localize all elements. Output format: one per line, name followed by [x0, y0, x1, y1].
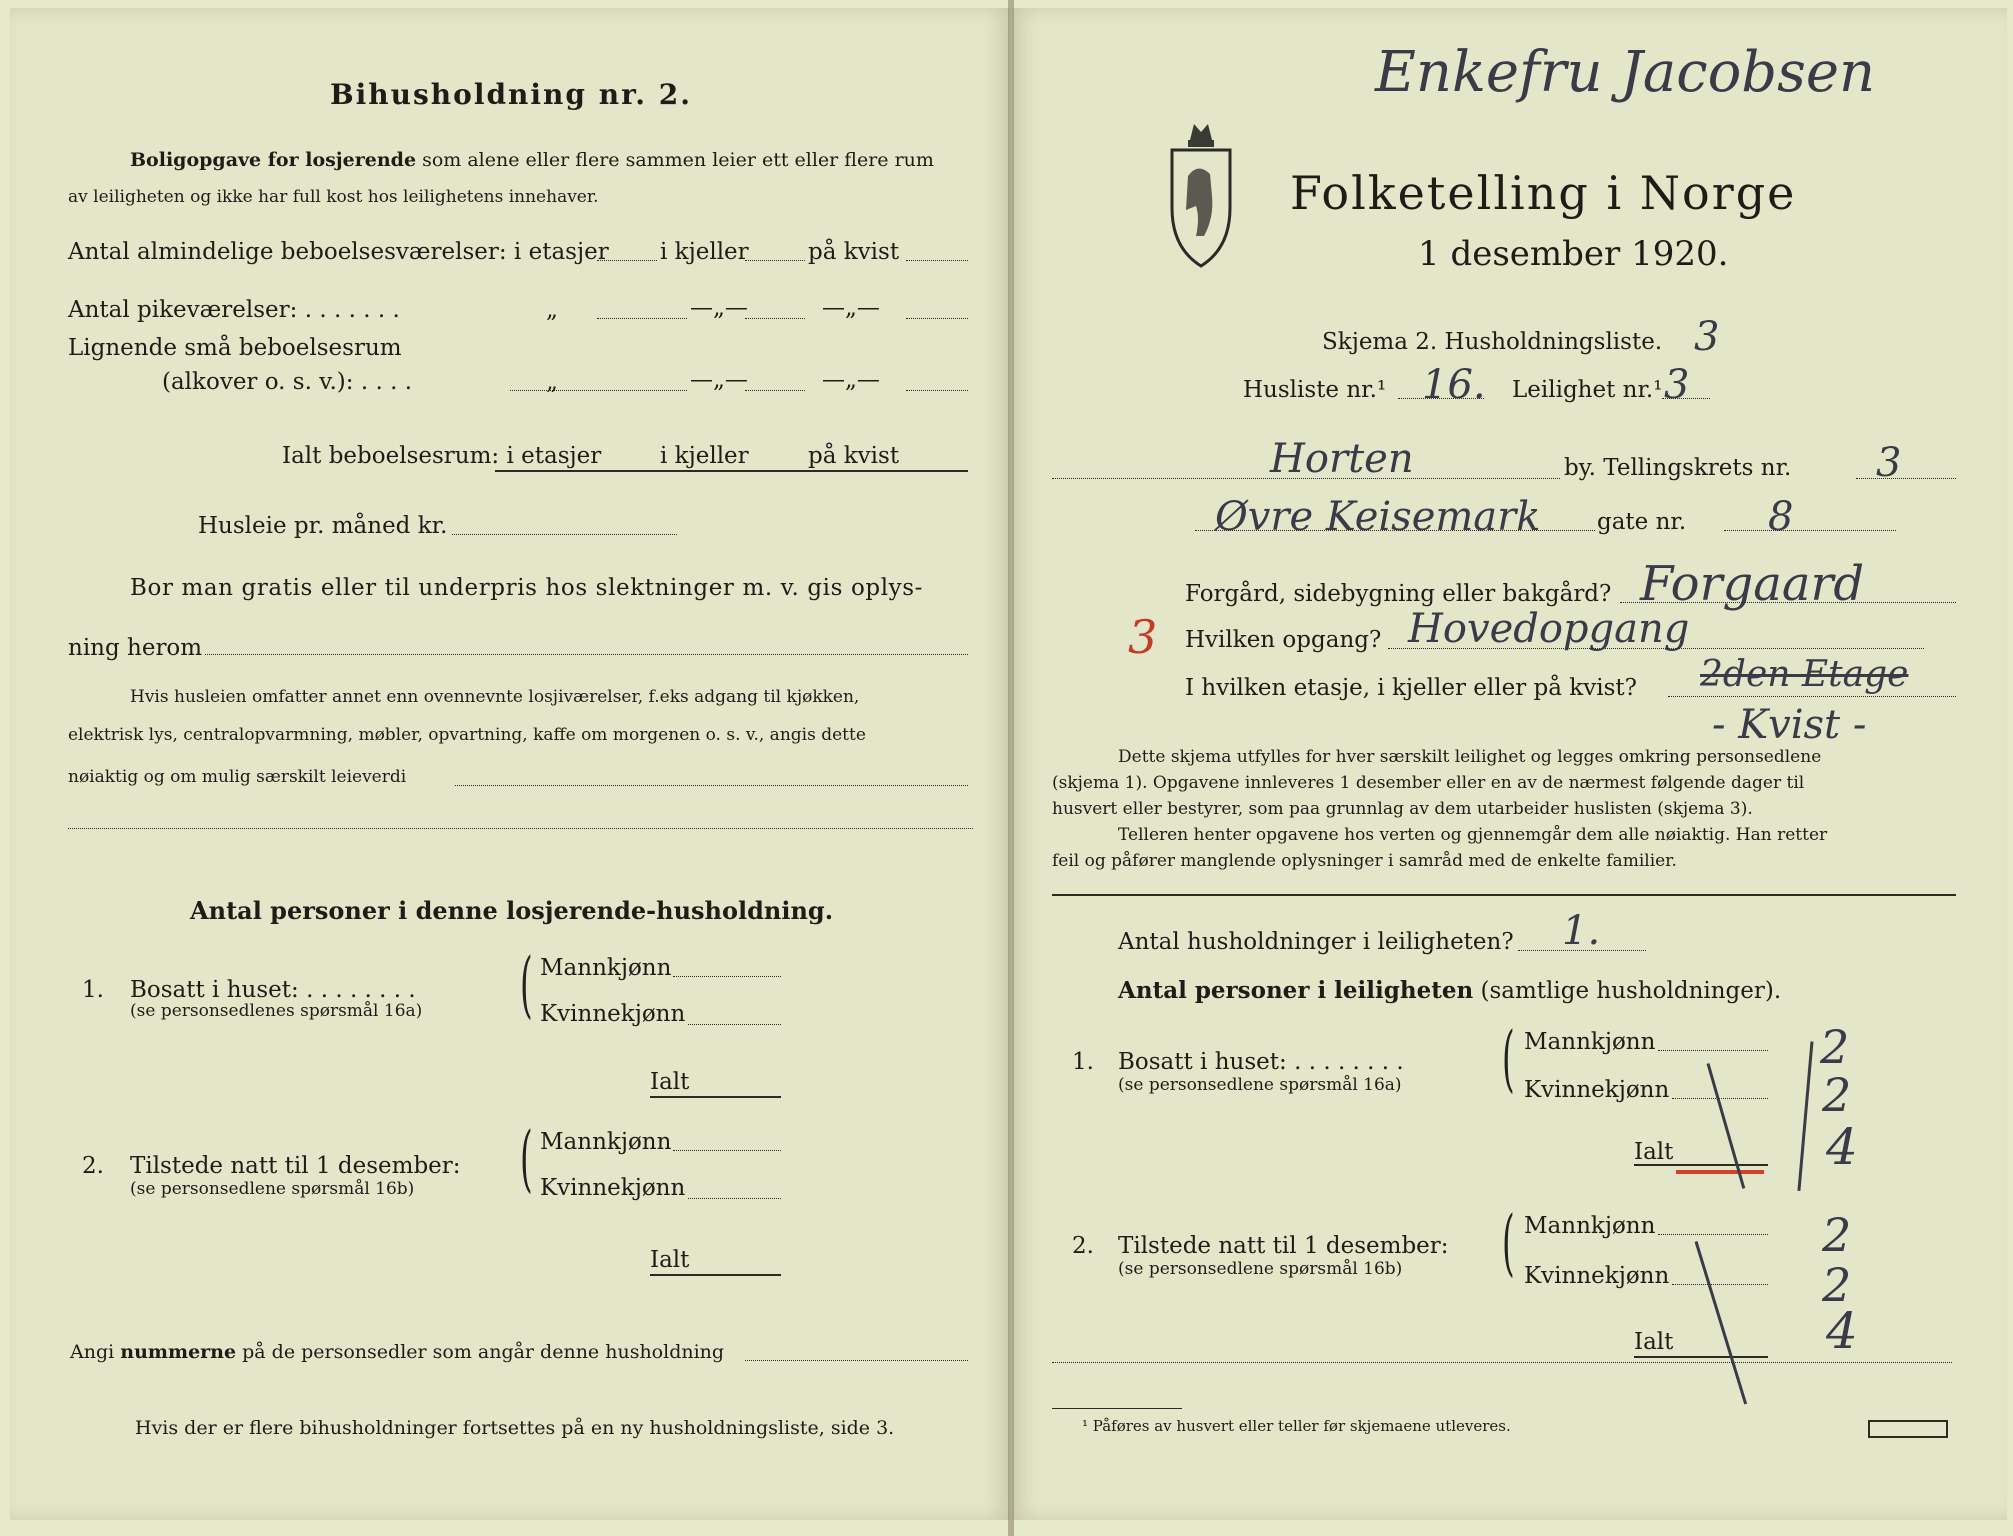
left-q2-number: 2. — [82, 1153, 104, 1179]
gratis-line-1: Bor man gratis eller til underpris hos slektninger m. v. gis oplys- — [130, 575, 924, 601]
pike-ditto-1: „ — [546, 297, 558, 323]
right-q1-number: 1. — [1072, 1049, 1094, 1075]
left-q1-kvinne-label: Kvinnekjønn — [540, 1001, 686, 1027]
gate-value: Øvre Keisemark — [1215, 494, 1541, 540]
rooms-etasjer-field[interactable] — [597, 260, 657, 261]
husleie-field[interactable] — [452, 534, 677, 535]
right-q1-mann-field[interactable] — [1658, 1050, 1768, 1051]
left-footer: Hvis der er flere bihusholdninger fortsettes på en ny husholdningsliste, side 3. — [135, 1417, 895, 1439]
angi-rest: på de personsedler som angår denne husholdning — [242, 1341, 725, 1363]
left-title: Bihusholdning nr. 2. — [330, 78, 692, 111]
by-value: Horten — [1270, 436, 1414, 482]
intro-bold: Boligopgave for losjerende — [130, 149, 417, 171]
handwritten-name: Enkefru Jacobsen — [1375, 40, 1876, 105]
krets-value: 3 — [1876, 440, 1902, 486]
left-q2-label: Tilstede natt til 1 desember: — [130, 1153, 461, 1179]
right-q2-ialt-label: Ialt — [1634, 1329, 1674, 1355]
right-q1-sub: (se personsedlene spørsmål 16a) — [1118, 1075, 1402, 1095]
husliste-field[interactable] — [1398, 398, 1484, 399]
left-q1-sub: (se personsedlenes spørsmål 16a) — [130, 1001, 423, 1021]
right-q1-mann-value: 2 — [1820, 1020, 1850, 1074]
husliste-value: 16. — [1422, 362, 1486, 408]
right-q2-ialt-value: 4 — [1826, 1302, 1858, 1360]
krets-field[interactable] — [1856, 478, 1956, 479]
right-separator — [1052, 894, 1956, 896]
rooms-label: Antal almindelige beboelsesværelser: i etasjer — [68, 239, 609, 265]
right-q1-ialt-label: Ialt — [1634, 1139, 1674, 1165]
skjema-value: 3 — [1694, 314, 1720, 360]
forgard-value: Forgaard — [1640, 556, 1865, 612]
gate-label: gate nr. — [1597, 509, 1687, 535]
etasje-value-struck: 2den Etage — [1700, 654, 1909, 695]
right-q2-kvinne-value: 2 — [1822, 1258, 1852, 1312]
left-q2-kvinne-label: Kvinnekjønn — [540, 1175, 686, 1201]
left-q1-mann-field[interactable] — [673, 976, 781, 977]
ialt-rooms-rule — [495, 470, 968, 472]
forgard-label: Forgård, sidebygning eller bakgård? — [1185, 581, 1612, 607]
etasje-value-2: - Kvist - — [1712, 702, 1867, 748]
leieverdi-field[interactable] — [455, 785, 968, 786]
right-q1-mann-label: Mannkjønn — [1524, 1029, 1656, 1055]
right-q1-kvinne-value: 2 — [1822, 1068, 1852, 1122]
footnote: ¹ Påføres av husvert eller teller før skjemaene utleveres. — [1082, 1417, 1511, 1435]
leieverdi-field-2[interactable] — [68, 828, 973, 829]
forgard-field[interactable] — [1620, 602, 1956, 603]
lignende-kjeller-field[interactable] — [745, 390, 805, 391]
norway-coat-of-arms-icon — [1168, 118, 1234, 270]
etasje-label: I hvilken etasje, i kjeller eller på kvist? — [1185, 675, 1637, 701]
left-q2-kvinne-field[interactable] — [688, 1198, 781, 1199]
gratis-line-2: ning herom — [68, 635, 203, 661]
lignende-ditto-2: —„— — [690, 367, 748, 393]
right-q2-kvinne-label: Kvinnekjønn — [1524, 1263, 1670, 1289]
right-q2-kvinne-field[interactable] — [1672, 1284, 1768, 1285]
right-q1-ialt-value: 4 — [1826, 1118, 1858, 1176]
gate-nr-field[interactable] — [1724, 530, 1896, 531]
pike-label: Antal pikeværelser: . . . . . . . — [68, 297, 400, 323]
angi-bold: nummerne — [120, 1341, 237, 1363]
intro-line-1 — [130, 150, 934, 171]
right-q1-label: Bosatt i huset: . . . . . . . . — [1118, 1049, 1404, 1075]
skjema-label: Skjema 2. Husholdningsliste. — [1322, 329, 1663, 355]
intro-line-2: av leiligheten og ikke har full kost hos leilighetens innehaver. — [68, 187, 599, 207]
leilighet-field[interactable] — [1662, 398, 1710, 399]
leilighet-value: 3 — [1664, 362, 1690, 408]
right-q2-brace: ( — [1502, 1200, 1515, 1284]
left-page — [10, 8, 1010, 1520]
etasje-field[interactable] — [1668, 696, 1956, 697]
angi-line — [70, 1342, 724, 1363]
by-label: by. Tellingskrets nr. — [1564, 455, 1792, 481]
antal-hush-field[interactable] — [1518, 950, 1646, 951]
right-q2-mann-value: 2 — [1822, 1208, 1852, 1262]
angi-field[interactable] — [745, 1360, 968, 1361]
lignende-etasjer-field[interactable] — [510, 390, 687, 391]
footnote-rule — [1052, 1408, 1182, 1409]
opgang-field[interactable] — [1388, 648, 1924, 649]
right-q1-brace: ( — [1502, 1016, 1515, 1100]
by-field[interactable] — [1052, 478, 1560, 479]
right-q2-label: Tilstede natt til 1 desember: — [1118, 1233, 1449, 1259]
antal-hush-label: Antal husholdninger i leiligheten? — [1118, 929, 1514, 955]
pike-ditto-3: —„— — [822, 295, 880, 321]
lignende-ditto-3: —„— — [822, 367, 880, 393]
right-bottom-line — [1052, 1362, 1952, 1363]
left-persons-heading: Antal personer i denne losjerende-husholdning. — [190, 896, 834, 925]
opgang-red-mark: 3 — [1128, 610, 1158, 664]
right-q2-number: 2. — [1072, 1233, 1094, 1259]
lignende-label-2: (alkover o. s. v.): . . . . — [162, 369, 413, 395]
pike-kvist-field[interactable] — [906, 318, 968, 319]
left-q2-mann-field[interactable] — [673, 1150, 781, 1151]
angi-pre: Angi — [70, 1341, 115, 1363]
ialt-rooms-label: Ialt beboelsesrum: i etasjer — [282, 443, 602, 469]
hvis-line-3: nøiaktig og om mulig særskilt leieverdi — [68, 767, 407, 787]
note-line-2: (skjema 1). Opgavene innleveres 1 desember eller en av de nærmest følgende dager til — [1052, 773, 1805, 793]
ialt-kjeller-label: i kjeller — [660, 443, 749, 469]
left-q1-ialt-field[interactable] — [650, 1096, 781, 1098]
right-q2-sub: (se personsedlene spørsmål 16b) — [1118, 1259, 1403, 1279]
left-q1-number: 1. — [82, 977, 104, 1003]
intro-rest: som alene eller flere sammen leier ett eller flere rum — [422, 149, 934, 171]
right-persons-bold: Antal personer i leiligheten — [1118, 977, 1474, 1004]
hvis-line-2: elektrisk lys, centralopvarmning, møbler, opvartning, kaffe om morgenen o. s. v., angis dette — [68, 725, 866, 745]
gate-field[interactable] — [1195, 530, 1595, 531]
pike-kjeller-field[interactable] — [745, 318, 805, 319]
right-persons-heading — [1118, 978, 1781, 1004]
right-q2-ialt-field[interactable] — [1634, 1356, 1768, 1358]
left-q2-ialt-field[interactable] — [650, 1274, 781, 1276]
left-q2-ialt-label: Ialt — [650, 1247, 690, 1273]
right-q2-mann-field[interactable] — [1658, 1234, 1768, 1235]
printer-stamp — [1868, 1420, 1948, 1438]
ialt-kvist-label: på kvist — [808, 443, 900, 469]
rooms-kvist-field[interactable] — [906, 260, 968, 261]
right-q2-mann-label: Mannkjønn — [1524, 1213, 1656, 1239]
rooms-kvist-label: på kvist — [808, 239, 900, 265]
lignende-kvist-field[interactable] — [906, 390, 968, 391]
page-fold — [1008, 0, 1014, 1536]
note-line-5: feil og påfører manglende oplysninger i samråd med de enkelte familier. — [1052, 851, 1677, 871]
right-q1-ialt-field[interactable] — [1634, 1164, 1768, 1166]
left-q1-brace: ( — [520, 942, 533, 1026]
left-q2-brace: ( — [520, 1116, 533, 1200]
left-q2-sub: (se personsedlene spørsmål 16b) — [130, 1179, 415, 1199]
right-q1-red-underline — [1676, 1170, 1764, 1174]
rooms-kjeller-field[interactable] — [745, 260, 805, 261]
antal-hush-value: 1. — [1562, 908, 1601, 954]
gratis-field[interactable] — [205, 654, 968, 655]
left-q1-label: Bosatt i huset: . . . . . . . . — [130, 977, 416, 1003]
lignende-ditto-1: „ — [546, 369, 558, 395]
left-q2-mann-label: Mannkjønn — [540, 1129, 672, 1155]
husliste-label: Husliste nr.¹ — [1243, 377, 1387, 403]
left-q1-kvinne-field[interactable] — [688, 1024, 781, 1025]
left-q1-mann-label: Mannkjønn — [540, 955, 672, 981]
note-line-1: Dette skjema utfylles for hver særskilt leilighet og legges omkring personsedlene — [1118, 747, 1822, 767]
pike-etasjer-field[interactable] — [597, 318, 687, 319]
rooms-kjeller-label: i kjeller — [660, 239, 749, 265]
hvis-line-1: Hvis husleien omfatter annet enn ovennevnte losjiværelser, f.eks adgang til kjøkken, — [130, 687, 860, 707]
leilighet-label: Leilighet nr.¹ — [1512, 377, 1663, 403]
pike-ditto-2: —„— — [690, 295, 748, 321]
gate-nr-value: 8 — [1768, 494, 1794, 540]
note-line-4: Telleren henter opgavene hos verten og gjennemgår dem alle nøiaktig. Han retter — [1118, 825, 1828, 845]
right-q1-kvinne-label: Kvinnekjønn — [1524, 1077, 1670, 1103]
right-q1-kvinne-field[interactable] — [1672, 1098, 1768, 1099]
opgang-label: Hvilken opgang? — [1185, 627, 1382, 653]
lignende-label-1: Lignende små beboelsesrum — [68, 335, 402, 361]
opgang-value: Hovedopgang — [1408, 606, 1690, 652]
right-date: 1 desember 1920. — [1418, 234, 1729, 274]
note-line-3: husvert eller bestyrer, som paa grunnlag av dem utarbeider huslisten (skjema 3). — [1052, 799, 1753, 819]
husleie-label: Husleie pr. måned kr. — [198, 513, 448, 539]
right-persons-rest: (samtlige husholdninger). — [1480, 978, 1782, 1004]
right-title: Folketelling i Norge — [1290, 166, 1797, 220]
left-q1-ialt-label: Ialt — [650, 1069, 690, 1095]
